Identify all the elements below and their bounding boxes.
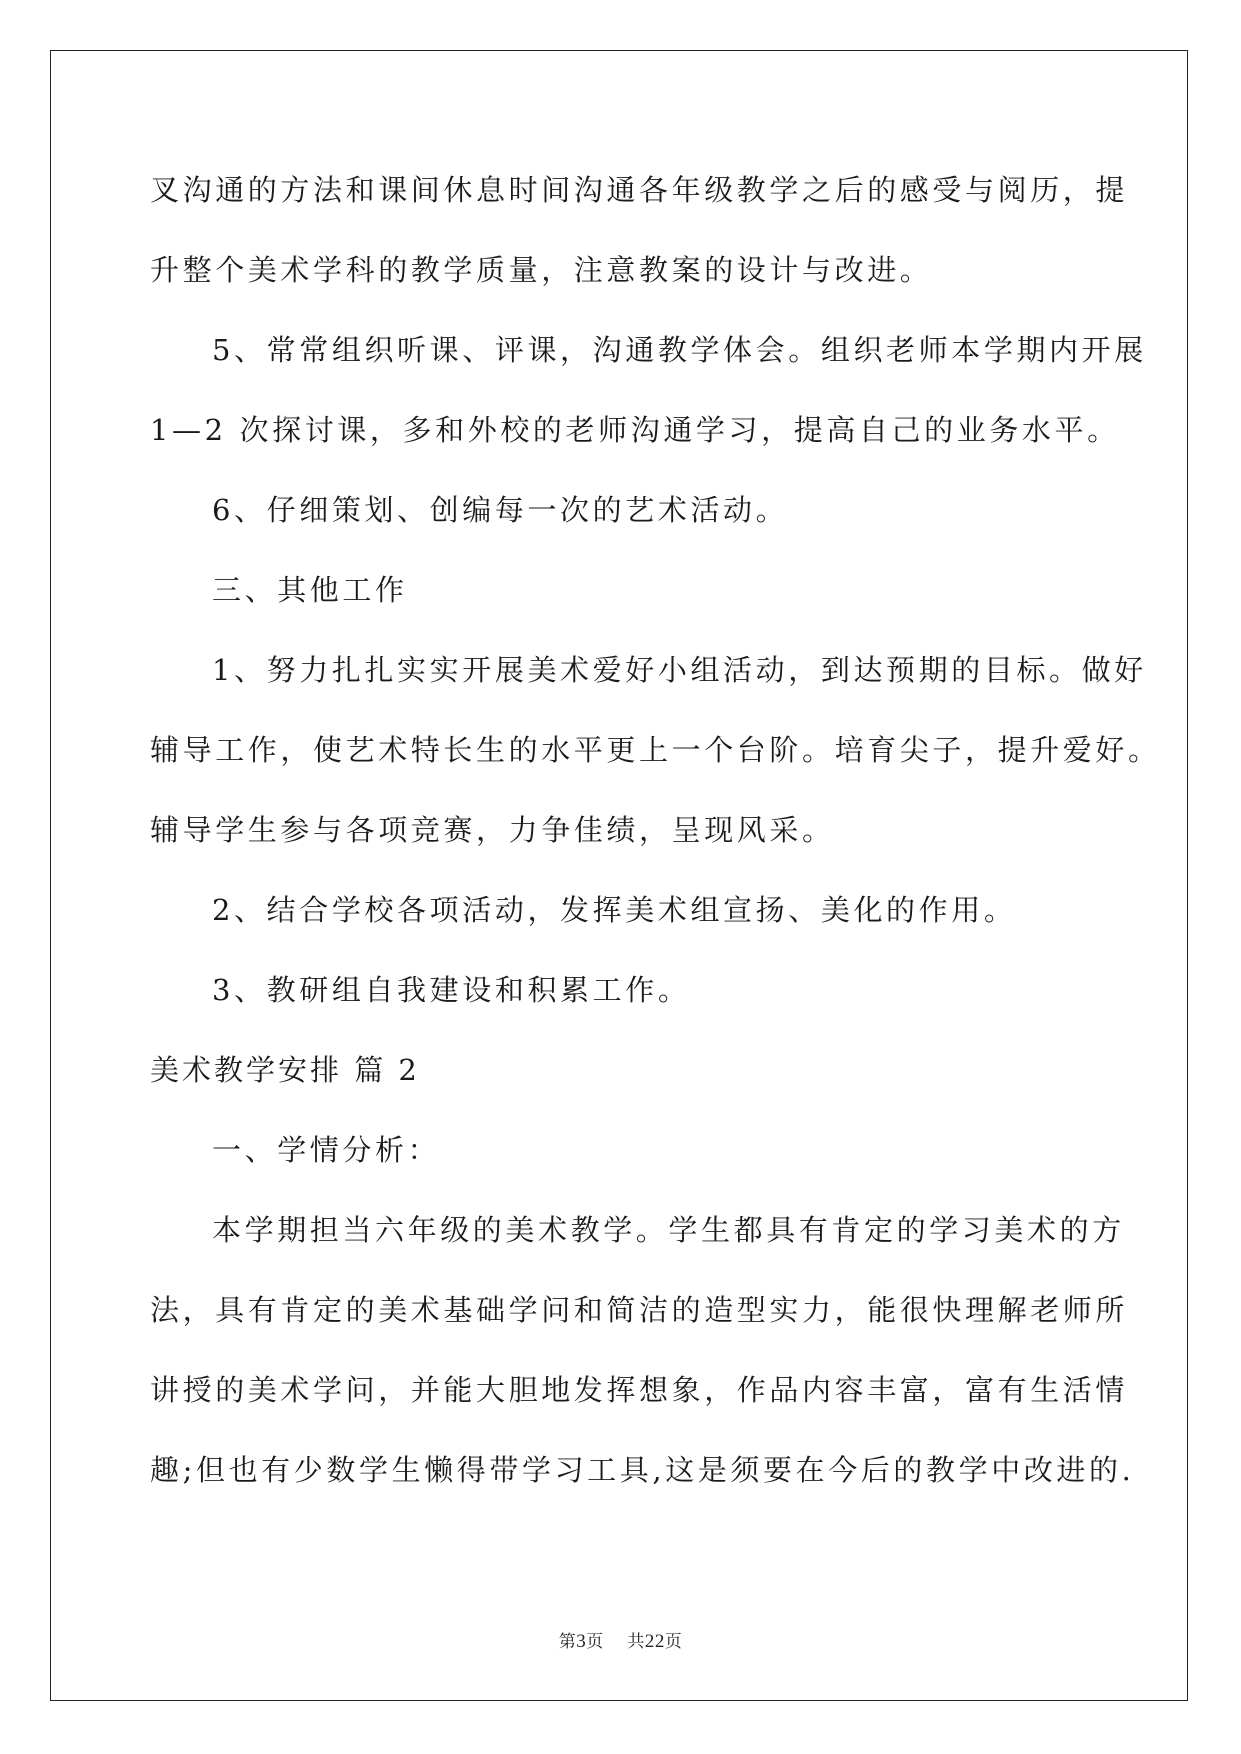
paragraph-line: 3、教研组自我建设和积累工作。 (212, 973, 691, 1007)
footer-total-prefix: 共 (627, 1632, 645, 1652)
section-heading: 三、其他工作 (212, 573, 408, 607)
page-footer (0, 1627, 1241, 1653)
footer-page-unit: 页 (586, 1632, 604, 1652)
paragraph-line: 6、仔细策划、创编每一次的艺术活动。 (212, 493, 789, 527)
paragraph-line: 法，具有肯定的美术基础学问和简洁的造型实力，能很快理解老师所 (150, 1293, 1129, 1327)
paragraph-line: 本学期担当六年级的美术教学。学生都具有肯定的学习美术的方 (212, 1213, 1125, 1247)
paragraph-line: 1、努力扎扎实实开展美术爱好小组活动，到达预期的目标。做好 (212, 653, 1147, 687)
paragraph-line: 辅导工作，使艺术特长生的水平更上一个台阶。培育尖子，提升爱好。 (150, 733, 1161, 767)
footer-total-unit: 页 (664, 1632, 683, 1652)
paragraph-line: 升整个美术学科的教学质量，注意教案的设计与改进。 (150, 253, 933, 287)
paragraph-line: 辅导学生参与各项竞赛，力争佳绩，呈现风采。 (150, 813, 835, 847)
paragraph-line: 5、常常组织听课、评课，沟通教学体会。组织老师本学期内开展 (212, 333, 1147, 367)
paragraph-line: 2、结合学校各项活动，发挥美术组宣扬、美化的作用。 (212, 893, 1017, 927)
footer-prefix: 第 (558, 1632, 577, 1652)
paragraph-line: 讲授的美术学问，并能大胆地发挥想象，作品内容丰富，富有生活情 (150, 1373, 1129, 1407)
paragraph-line: 叉沟通的方法和课间休息时间沟通各年级教学之后的感受与阅历，提 (150, 173, 1129, 207)
current-page-number: 3 (576, 1631, 587, 1652)
paragraph-line: 趣;但也有少数学生懒得带学习工具,这是须要在今后的教学中改进的. (150, 1453, 1135, 1487)
paragraph-line: 1—2 次探讨课，多和外校的老师沟通学习，提高自己的业务水平。 (150, 413, 1120, 447)
article-title: 美术教学安排 篇 2 (150, 1053, 420, 1087)
document-body (150, 160, 1161, 1520)
section-heading: 一、学情分析： (212, 1133, 441, 1167)
total-page-count: 22 (644, 1631, 665, 1652)
